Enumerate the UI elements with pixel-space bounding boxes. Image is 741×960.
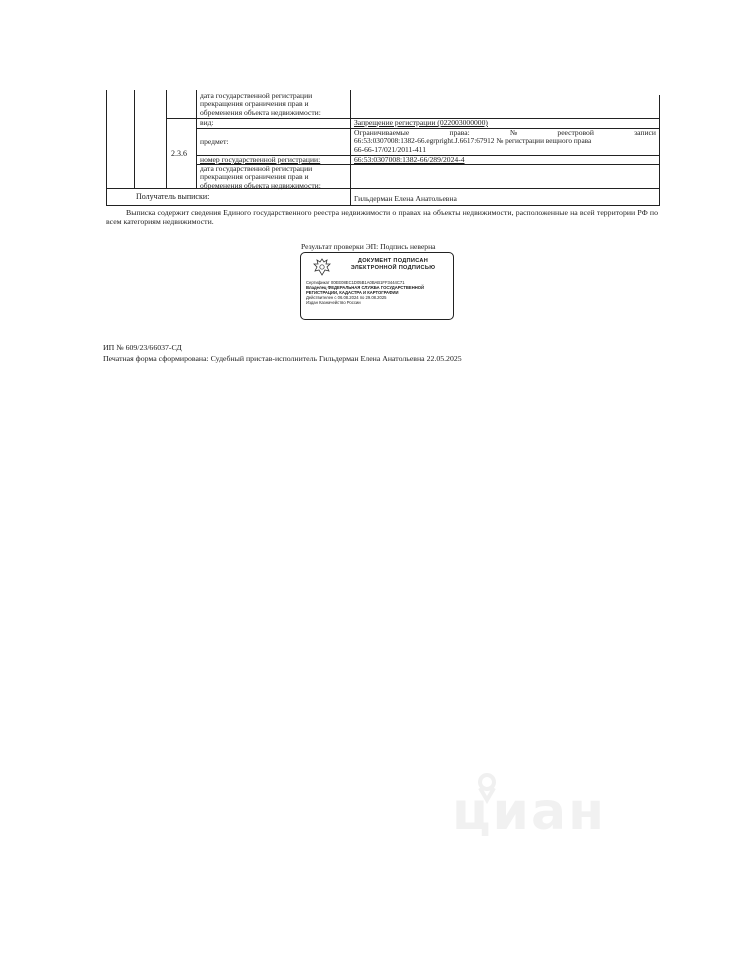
footnote: Выписка содержит сведения Единого государственного реестра недвижимости о правах на объекты недвижимости, расположенные на всей территории РФ по всем категориям недвижимости. (106, 208, 658, 226)
cell-label-termination-date-2: дата государственной регистрации прекращения ограничения прав и обременения объекта недвижимости: (200, 164, 321, 190)
emblem-icon (313, 257, 331, 282)
cell-label-vid: вид: (200, 118, 214, 127)
e-signature-stamp (300, 252, 454, 320)
stamp-owner-line-1: Владелец ФЕДЕРАЛЬНАЯ СЛУЖБА ГОСУДАРСТВЕННОЙ (306, 285, 425, 290)
predmet-word: реестровой (557, 128, 594, 137)
table-bottom-line (106, 205, 660, 206)
stamp-issuer: Издан Казначейство России (306, 300, 361, 305)
stamp-owner-line-2: РЕГИСТРАЦИИ, КАДАСТРА И КАРТОГРАФИИ (306, 290, 399, 295)
recipient-value: Гильдерман Елена Анатольевна (354, 194, 457, 203)
table-col-line (196, 90, 197, 188)
print-info: Печатная форма сформирована: Судебный пристав-исполнитель Гильдерман Елена Анатольевна 22.05.2025 (103, 354, 462, 363)
cell-value-registration-number: 66:53:0307008:1382-66/289/2024-4 (354, 155, 465, 164)
cell-label-termination-date: дата государственной регистрации прекращения ограничения прав и обременения объекта недвижимости: (200, 91, 321, 117)
predmet-word: № (509, 128, 518, 137)
stamp-title (337, 258, 449, 271)
predmet-word: записи (634, 128, 656, 137)
signature-check-result: Результат проверки ЭП: Подпись неверна (301, 242, 436, 251)
predmet-word: права: (449, 128, 470, 137)
predmet-line-3: 66-66-17/021/2011-411 (354, 144, 426, 154)
predmet-word: Ограничиваемые (354, 128, 410, 137)
stamp-title-line-1: ДОКУМЕНТ ПОДПИСАН (357, 258, 429, 264)
cell-value-predmet (354, 129, 656, 154)
table-row-line (106, 188, 660, 189)
recipient-label: Получатель выписки: (136, 192, 210, 201)
stamp-title-line-2: ЭЛЕКТРОННОЙ ПОДПИСЬЮ (350, 264, 436, 271)
watermark: циан (452, 782, 606, 842)
case-number: ИП № 609/23/66037-СД (103, 343, 182, 352)
section-number: 2.3.6 (171, 149, 187, 158)
predmet-line-2: 66:53:0307008:1382-66.egrpright.J.6617:67912 № регистрации вещного права (354, 136, 592, 146)
cell-value-vid: Запрещение регистрации (022003000000) (354, 118, 488, 127)
stamp-validity: Действителен с 06.08.2024 по 29.08.2025 (306, 295, 387, 300)
cell-label-registration-number: номер государственной регистрации: (200, 155, 321, 164)
cell-label-predmet: предмет: (200, 137, 229, 146)
stamp-certificate: Сертификат 00ЕЕ08ЕС1D05В1А0ВАВ1FF3444С71 (306, 280, 405, 285)
table-col-line (166, 90, 167, 188)
table-col-line (134, 90, 135, 188)
